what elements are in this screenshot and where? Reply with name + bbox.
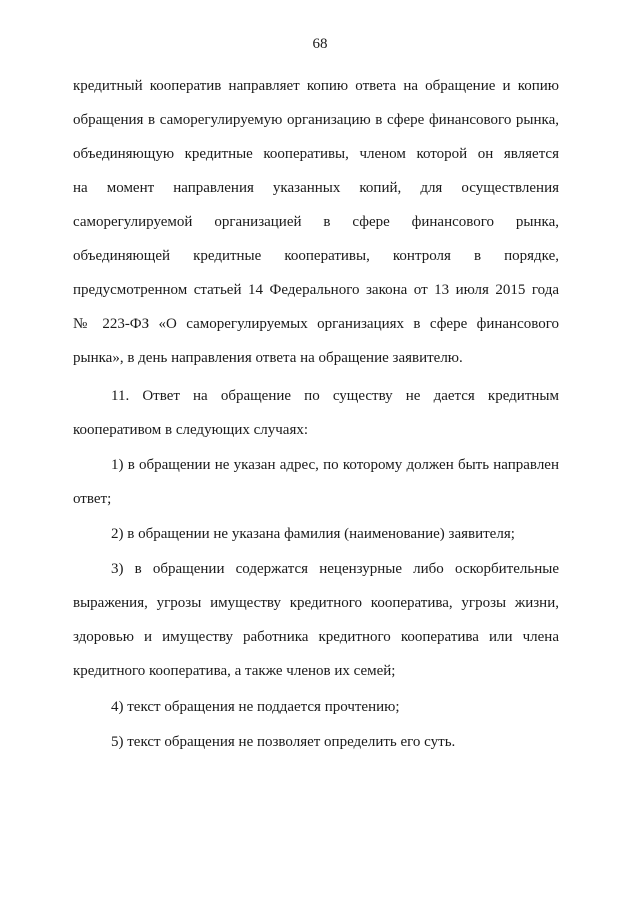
paragraph	[73, 559, 559, 695]
paragraph-line: кооперативом в следующих случаях:	[73, 422, 309, 438]
paragraph-line: № 223-ФЗ «О саморегулируемых организациях в сфере финансового	[73, 316, 559, 332]
paragraph-line: объединяющую кредитные кооперативы, членом которой он является	[73, 146, 559, 162]
paragraph-line: саморегулируемой организацией в сфере финансового рынка,	[73, 214, 559, 230]
paragraph-line: на момент направления указанных копий, для осуществления	[73, 180, 559, 196]
paragraph-line: 2) в обращении не указана фамилия (наименование) заявителя;	[111, 526, 515, 542]
paragraph-line: 1) в обращении не указан адрес, по которому должен быть направлен	[111, 457, 559, 473]
paragraph-line: обращения в саморегулируемую организацию в сфере финансового рынка,	[73, 112, 559, 128]
paragraph	[73, 697, 559, 731]
paragraph-line: 5) текст обращения не позволяет определить его суть.	[111, 734, 456, 750]
paragraph	[73, 455, 559, 523]
paragraph-line: рынка», в день направления ответа на обращение заявителю.	[73, 350, 463, 366]
paragraph	[73, 524, 559, 558]
paragraph-line: ответ;	[73, 491, 112, 507]
paragraph-line: 11. Ответ на обращение по существу не дается кредитным	[111, 388, 559, 404]
paragraph-line: предусмотренном статьей 14 Федерального закона от 13 июля 2015 года	[73, 282, 559, 298]
paragraph-line: объединяющей кредитные кооперативы, контроля в порядке,	[73, 248, 559, 264]
paragraph-line: кредитного кооператива, а также членов их семей;	[73, 663, 396, 679]
paragraph	[73, 732, 559, 766]
paragraph-line: выражения, угрозы имуществу кредитного кооператива, угрозы жизни,	[73, 595, 559, 611]
paragraph-line: 4) текст обращения не поддается прочтению;	[111, 699, 400, 715]
paragraph-line: 3) в обращении содержатся нецензурные либо оскорбительные	[111, 561, 559, 577]
paragraph-line: кредитный кооператив направляет копию ответа на обращение и копию	[73, 78, 559, 94]
page-number: 68	[312, 36, 328, 52]
paragraph	[73, 76, 559, 382]
paragraph-line: здоровью и имуществу работника кредитного кооператива или члена	[73, 629, 559, 645]
paragraph	[73, 386, 559, 454]
